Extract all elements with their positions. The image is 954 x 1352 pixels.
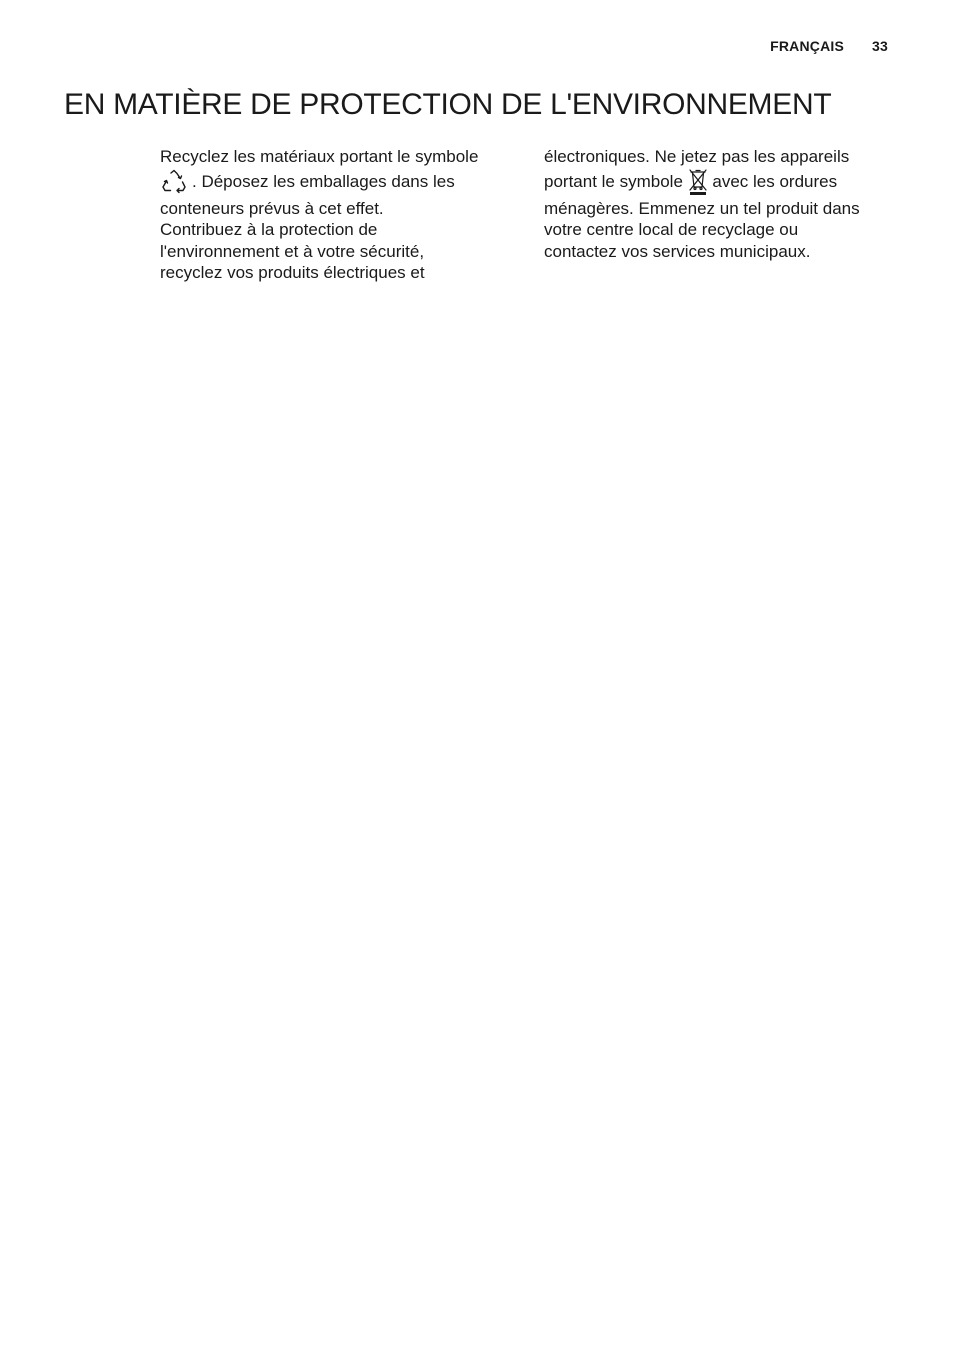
right-line-2-text-a: portant le symbole — [544, 171, 688, 191]
right-column — [544, 146, 894, 262]
page-number: 33 — [872, 38, 888, 54]
crossed-bin-icon — [688, 168, 708, 196]
right-line-4: votre centre local de recyclage ou — [544, 220, 799, 239]
right-line-5: contactez vos services municipaux. — [544, 241, 811, 261]
left-line-6: recyclez vos produits électriques et — [160, 263, 425, 282]
left-line-4: Contribuez à la protection de — [160, 220, 378, 239]
left-line-2 — [160, 168, 510, 196]
language-label: FRANÇAIS — [770, 38, 845, 54]
page-header — [770, 38, 888, 54]
left-line-1: Recyclez les matériaux portant le symbole — [160, 147, 479, 166]
right-line-1: électroniques. Ne jetez pas les appareils — [544, 147, 850, 166]
left-line-3: conteneurs prévus à cet effet. — [160, 198, 384, 218]
section-title: EN MATIÈRE DE PROTECTION DE L'ENVIRONNEMENT — [64, 88, 832, 121]
right-line-3: ménagères. Emmenez un tel produit dans — [544, 198, 860, 218]
right-line-2 — [544, 168, 894, 196]
right-line-2-text-b: avec les ordures — [707, 171, 838, 191]
left-column — [160, 146, 510, 284]
recycle-icon — [160, 168, 188, 196]
left-line-5: l'environnement et à votre sécurité, — [160, 241, 425, 261]
left-line-2-text: . Déposez les emballages dans les — [192, 171, 455, 191]
